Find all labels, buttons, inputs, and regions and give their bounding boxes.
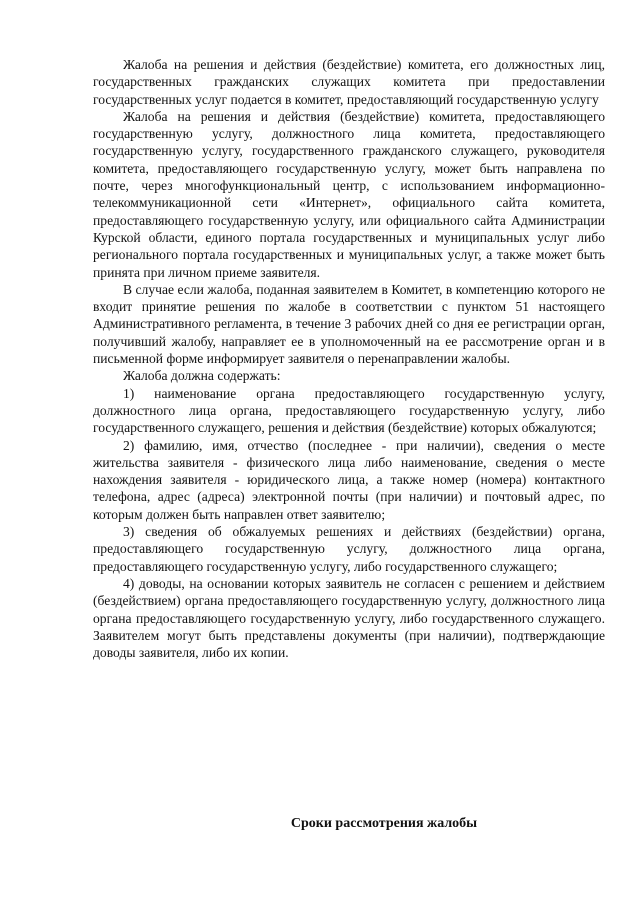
list-item-3: 3) сведения об обжалуемых решениях и действиях (бездействии) органа, предоставляющего государственную услугу, должностного лица органа, предоставляющего государственную услугу, либо государственного служащего; bbox=[93, 524, 605, 574]
section-heading: Сроки рассмотрения жалобы bbox=[290, 816, 478, 831]
list-item-1: 1) наименование органа предоставляющего государственную услугу, должностного лица органа, предоставляющего государственную услугу, либо государственного служащего, решения и действия (бездействие) которых обжалуются; bbox=[93, 385, 605, 436]
list-item-4: 4) доводы, на основании которых заявитель не согласен с решением и действием (бездействием) органа предоставляющего государственную услугу, должностного лица органа предоставляющего государственную услугу, либо государственного служащего. Заявителем могут быть представлены документы (при наличии), подтверждающие доводы заявителя, либо их копии. bbox=[93, 575, 605, 661]
paragraph-complaint-channels: Жалоба на решения и действия (бездействие) комитета, предоставляющего государственную услугу, должностного лица комитета, предоставляющего государственную услугу, государственного гражданского служащего, руководителя комитета, предоставляющего государственную услугу, может быть направлена по почте, через многофункциональный центр, с использованием информационно-телекоммуникационной сети «Интернет», официального сайта комитета, предоставляющего государственную услугу, или официального сайта Администрации Курской области, единого портала государственных и муниципальных услуг либо регионального портала государственных и муниципальных услуг, а также может быть принята при личном приеме заявителя. bbox=[93, 108, 605, 280]
paragraph-complaint-contents-intro: Жалоба должна содержать: bbox=[123, 368, 281, 384]
paragraph-complaint-redirection: В случае если жалоба, поданная заявителем в Комитет, в компетенцию которого не входит принятие решения по жалобе в соответствии с пунктом 51 настоящего Административного регламента, в течение 3 рабочих дней со дня ее регистрации орган, получивший жалобу, направляет ее в уполномоченный на ее рассмотрение орган и в письменной форме информирует заявителя о перенаправлении жалобы. bbox=[93, 281, 605, 367]
list-item-2: 2) фамилию, имя, отчество (последнее - при наличии), сведения о месте жительства заявителя - физического лица либо наименование, сведения о месте нахождения заявителя - юридического лица, а также номер (номера) контактного телефона, адрес (адреса) электронной почты (при наличии) и почтовый адрес, по которым должен быть направлен ответ заявителю; bbox=[93, 437, 605, 522]
paragraph-complaint-submission: Жалоба на решения и действия (бездействие) комитета, его должностных лиц, государственных гражданских служащих комитета при предоставлении государственных услуг подается в комитет, предоставляющий государственную услугу bbox=[93, 57, 605, 107]
body-text bbox=[93, 56, 605, 661]
